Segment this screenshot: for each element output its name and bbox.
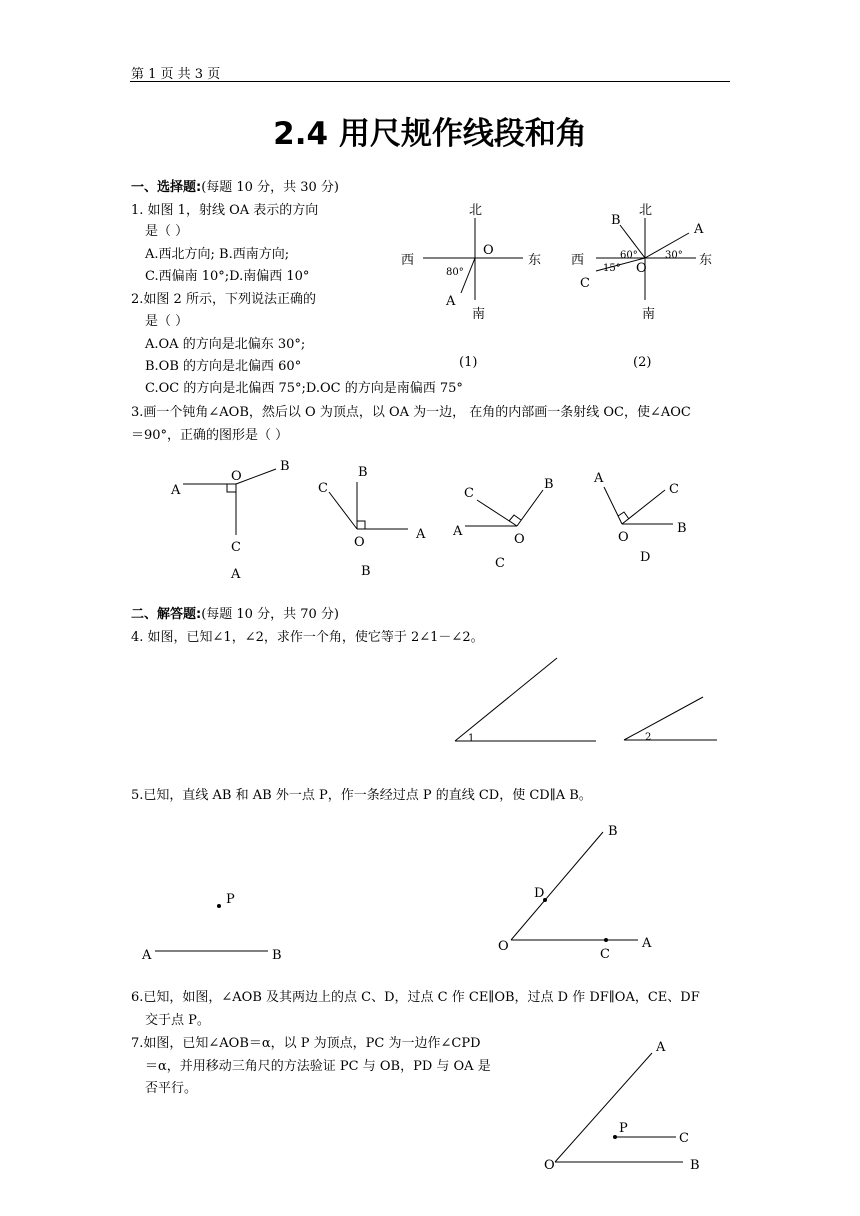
q7-b-label: B [690, 1158, 700, 1173]
q7-c-label: C [679, 1131, 689, 1146]
choice-d-c-label: C [669, 482, 679, 497]
q6-text-line1: 6.已知，如图，∠AOB 及其两边上的点 C、D，过点 C 作 CE∥OB，过点 D 作 DF∥OA，CE、DF [131, 990, 700, 1005]
fig1-east-label: 东 [528, 253, 542, 268]
section1-note: (每题 10 分，共 30 分) [201, 180, 339, 195]
q1-stem-line2: 是（ ） [145, 224, 189, 239]
choice-b-caption: B [361, 564, 371, 579]
q4-angle-figures [455, 658, 717, 744]
fig2-c-label: C [580, 276, 590, 291]
q2-option-a: A.OA 的方向是北偏东 30°; [145, 337, 306, 352]
choice-a-b-label: B [280, 459, 290, 474]
q5-o2-label: O [498, 939, 509, 954]
choice-b-o-label: O [354, 535, 365, 550]
section2-note: (每题 10 分，共 70 分) [201, 607, 339, 622]
q5-text: 5.已知，直线 AB 和 AB 外一点 P，作一条经过点 P 的直线 CD，使 CD∥A B。 [131, 788, 592, 803]
section1-title: 一、选择题: [131, 180, 202, 195]
fig2-angle30-label: 30° [665, 250, 683, 261]
q5-p-label: P [226, 892, 235, 907]
page-number-header: 第 1 页 共 3 页 [131, 67, 221, 82]
q7-p-label: P [619, 1121, 628, 1136]
choice-a-c-label: C [231, 540, 241, 555]
fig2-west-label: 西 [571, 253, 585, 268]
fig1-caption: (1) [459, 355, 478, 370]
choice-a-figure [170, 459, 290, 582]
fig2-angle60-label: 60° [620, 250, 638, 261]
choice-d-o-label: O [618, 530, 629, 545]
q5-d2-label: D [534, 886, 545, 901]
q2-stem-line1: 2.如图 2 所示，下列说法正确的 [131, 292, 316, 307]
fig1-north-label: 北 [469, 203, 483, 218]
fig2-o-label: O [636, 261, 647, 276]
choice-a-o-label: O [231, 469, 242, 484]
fig2-a-label: A [694, 222, 704, 237]
fig2-south-label: 南 [642, 307, 656, 322]
figure-2-compass [571, 203, 712, 370]
fig1-angle-label: 80° [446, 267, 464, 278]
choice-c-c-label: C [464, 486, 474, 501]
choice-b-c-label: C [318, 481, 328, 496]
q7-text-line2: ＝α，并用移动三角尺的方法验证 PC 与 OB，PD 与 OA 是 [145, 1059, 491, 1074]
fig1-o-label: O [483, 243, 494, 258]
q1-options-ab: A.西北方向; B.西南方向; [145, 247, 290, 262]
q7-a-label: A [656, 1040, 666, 1055]
q4-text: 4. 如图，已知∠1，∠2，求作一个角，使它等于 2∠1－∠2。 [131, 630, 484, 645]
fig2-b-label: B [611, 213, 621, 228]
q2-stem-line2: 是（ ） [145, 314, 189, 329]
figure-1-compass [401, 203, 541, 370]
choice-d-caption: D [640, 550, 651, 565]
q1-options-cd: C.西偏南 10°;D.南偏西 10° [145, 269, 310, 284]
q3-stem-line2: ＝90°，正确的图形是（ ） [131, 428, 289, 443]
fig1-a-label: A [446, 294, 456, 309]
fig1-west-label: 西 [401, 253, 415, 268]
section2-heading [131, 603, 339, 622]
q3-stem-line1: 3.画一个钝角∠AOB，然后以 O 为顶点，以 OA 为一边， 在角的内部画一条射线 OC，使∠AOC [131, 405, 691, 420]
q7-figure [544, 1040, 700, 1173]
choice-d-b-label: A [594, 471, 604, 486]
choice-c-b-label: B [544, 477, 554, 492]
fig2-east-label: 东 [699, 253, 713, 268]
choice-b-figure [318, 465, 426, 579]
q4-angle2-label: 2 [645, 732, 652, 743]
q7-text-line3: 否平行。 [145, 1081, 198, 1096]
choice-d-figure [593, 471, 687, 565]
fig1-south-label: 南 [472, 307, 486, 322]
q5-a2-label: A [642, 936, 652, 951]
fig2-caption: (2) [633, 355, 652, 370]
q5-b-label: B [272, 948, 282, 963]
choice-c-figure [452, 477, 554, 571]
q7-o-label: O [544, 1158, 555, 1173]
q2-option-b: B.OB 的方向是北偏西 60° [145, 359, 302, 374]
q5-c2-label: C [600, 947, 610, 962]
choice-b-b-label: B [358, 465, 368, 480]
q5-figure-left [141, 892, 282, 963]
fig2-north-label: 北 [639, 203, 653, 218]
q7-text-line1: 7.如图，已知∠AOB＝α，以 P 为顶点，PC 为一边作∠CPD [131, 1036, 481, 1051]
section2-title: 二、解答题: [131, 607, 202, 622]
q5-b2-label: B [608, 824, 618, 839]
choice-d-a-label: B [677, 521, 687, 536]
choice-c-o-label: O [514, 532, 525, 547]
q6-text-line2: 交于点 P。 [145, 1013, 210, 1028]
choice-c-a-label: A [453, 524, 463, 539]
q5-figure-right [498, 824, 652, 962]
q5-a-label: A [142, 948, 152, 963]
choice-b-a-label: A [416, 527, 426, 542]
choice-a-a-label: A [171, 483, 181, 498]
q1-stem-line1: 1. 如图 1，射线 OA 表示的方向 [131, 203, 319, 218]
choice-a-caption: A [231, 567, 241, 582]
fig2-angle15-label: 15° [603, 263, 621, 274]
choice-c-caption: C [495, 556, 505, 571]
q2-options-cd: C.OC 的方向是北偏西 75°;D.OC 的方向是南偏西 75° [145, 381, 463, 396]
page-title: 2.4 用尺规作线段和角 [273, 116, 587, 152]
q4-angle1-label: 1 [468, 733, 475, 744]
